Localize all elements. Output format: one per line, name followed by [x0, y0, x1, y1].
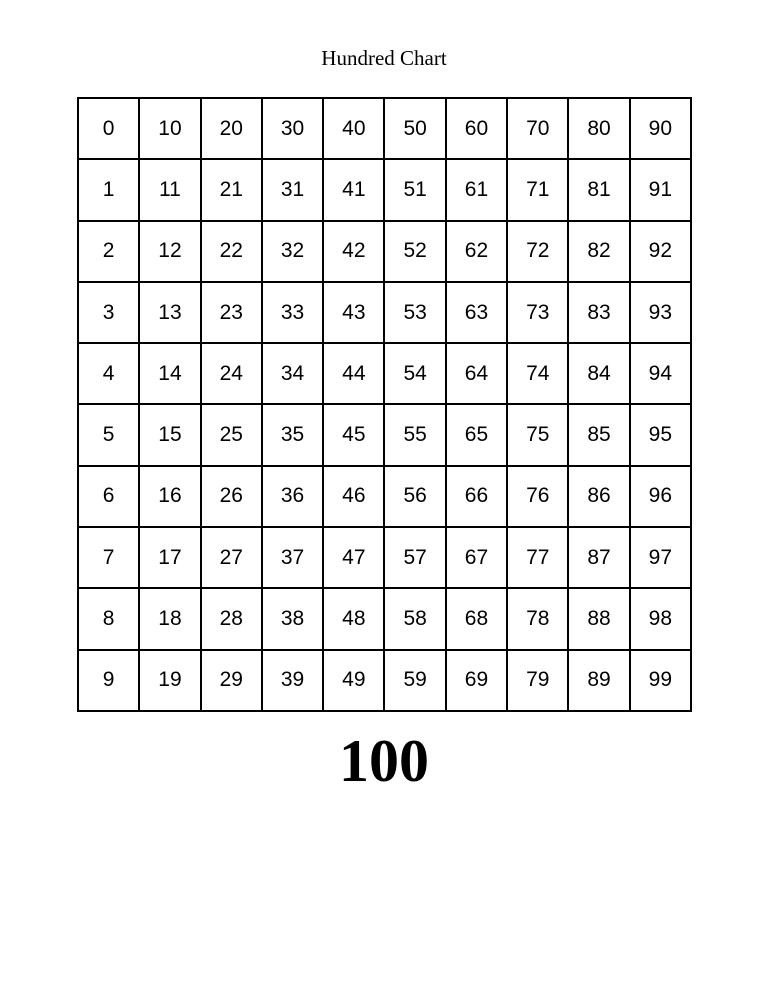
- grid-cell: 80: [569, 99, 630, 160]
- grid-cell: 12: [140, 222, 201, 283]
- grid-cell: 91: [631, 160, 692, 221]
- grid-cell: 0: [79, 99, 140, 160]
- page-title: Hundred Chart: [321, 46, 447, 70]
- grid-cell: 67: [447, 528, 508, 589]
- grid-cell: 48: [324, 589, 385, 650]
- grid-cell: 57: [385, 528, 446, 589]
- grid-cell: 62: [447, 222, 508, 283]
- grid-cell: 74: [508, 344, 569, 405]
- hundred-chart-grid: [77, 97, 692, 712]
- grid-cell: 23: [202, 283, 263, 344]
- grid-cell: 47: [324, 528, 385, 589]
- grid-cell: 94: [631, 344, 692, 405]
- grid-cell: 79: [508, 651, 569, 712]
- grid-cell: 29: [202, 651, 263, 712]
- grid-cell: 82: [569, 222, 630, 283]
- grid-cell: 32: [263, 222, 324, 283]
- grid-cell: 6: [79, 467, 140, 528]
- grid-cell: 72: [508, 222, 569, 283]
- grid-cell: 45: [324, 405, 385, 466]
- grid-cell: 70: [508, 99, 569, 160]
- grid-cell: 26: [202, 467, 263, 528]
- grid-cell: 42: [324, 222, 385, 283]
- grid-cell: 31: [263, 160, 324, 221]
- grid-cell: 35: [263, 405, 324, 466]
- grid-cell: 34: [263, 344, 324, 405]
- grid-cell: 68: [447, 589, 508, 650]
- grid-cell: 88: [569, 589, 630, 650]
- grid-cell: 14: [140, 344, 201, 405]
- grid-cell: 5: [79, 405, 140, 466]
- grid-cell: 10: [140, 99, 201, 160]
- grid-cell: 75: [508, 405, 569, 466]
- grid-cell: 8: [79, 589, 140, 650]
- grid-cell: 51: [385, 160, 446, 221]
- grid-cell: 1: [79, 160, 140, 221]
- grid-cell: 93: [631, 283, 692, 344]
- grid-cell: 83: [569, 283, 630, 344]
- grid-cell: 98: [631, 589, 692, 650]
- grid-cell: 54: [385, 344, 446, 405]
- grid-cell: 71: [508, 160, 569, 221]
- grid-cell: 40: [324, 99, 385, 160]
- grid-cell: 89: [569, 651, 630, 712]
- grid-cell: 3: [79, 283, 140, 344]
- grid-cell: 41: [324, 160, 385, 221]
- grid-cell: 65: [447, 405, 508, 466]
- grid-cell: 73: [508, 283, 569, 344]
- grid-cell: 44: [324, 344, 385, 405]
- grid-cell: 30: [263, 99, 324, 160]
- grid-cell: 16: [140, 467, 201, 528]
- grid-cell: 9: [79, 651, 140, 712]
- grid-cell: 43: [324, 283, 385, 344]
- grid-cell: 11: [140, 160, 201, 221]
- grid-cell: 66: [447, 467, 508, 528]
- grid-cell: 61: [447, 160, 508, 221]
- grid-cell: 20: [202, 99, 263, 160]
- grid-cell: 77: [508, 528, 569, 589]
- grid-cell: 96: [631, 467, 692, 528]
- grid-cell: 81: [569, 160, 630, 221]
- grid-cell: 33: [263, 283, 324, 344]
- grid-cell: 39: [263, 651, 324, 712]
- grid-cell: 52: [385, 222, 446, 283]
- grid-cell: 24: [202, 344, 263, 405]
- grid-cell: 84: [569, 344, 630, 405]
- grid-cell: 99: [631, 651, 692, 712]
- grid-cell: 7: [79, 528, 140, 589]
- grid-cell: 18: [140, 589, 201, 650]
- grid-cell: 19: [140, 651, 201, 712]
- grid-cell: 85: [569, 405, 630, 466]
- grid-cell: 50: [385, 99, 446, 160]
- footer-number: 100: [339, 728, 429, 794]
- grid-cell: 2: [79, 222, 140, 283]
- grid-cell: 64: [447, 344, 508, 405]
- grid-cell: 46: [324, 467, 385, 528]
- grid-cell: 97: [631, 528, 692, 589]
- grid-cell: 92: [631, 222, 692, 283]
- grid-cell: 13: [140, 283, 201, 344]
- grid-cell: 58: [385, 589, 446, 650]
- grid-cell: 59: [385, 651, 446, 712]
- grid-cell: 76: [508, 467, 569, 528]
- grid-cell: 63: [447, 283, 508, 344]
- grid-cell: 78: [508, 589, 569, 650]
- grid-cell: 49: [324, 651, 385, 712]
- grid-cell: 21: [202, 160, 263, 221]
- grid-cell: 86: [569, 467, 630, 528]
- grid-cell: 25: [202, 405, 263, 466]
- grid-cell: 22: [202, 222, 263, 283]
- grid-cell: 4: [79, 344, 140, 405]
- grid-cell: 37: [263, 528, 324, 589]
- grid-cell: 36: [263, 467, 324, 528]
- grid-cell: 55: [385, 405, 446, 466]
- grid-cell: 17: [140, 528, 201, 589]
- grid-cell: 60: [447, 99, 508, 160]
- grid-cell: 27: [202, 528, 263, 589]
- grid-cell: 56: [385, 467, 446, 528]
- grid-cell: 38: [263, 589, 324, 650]
- grid-cell: 53: [385, 283, 446, 344]
- grid-cell: 28: [202, 589, 263, 650]
- grid-cell: 90: [631, 99, 692, 160]
- grid-cell: 15: [140, 405, 201, 466]
- grid-cell: 69: [447, 651, 508, 712]
- grid-cell: 95: [631, 405, 692, 466]
- grid-cell: 87: [569, 528, 630, 589]
